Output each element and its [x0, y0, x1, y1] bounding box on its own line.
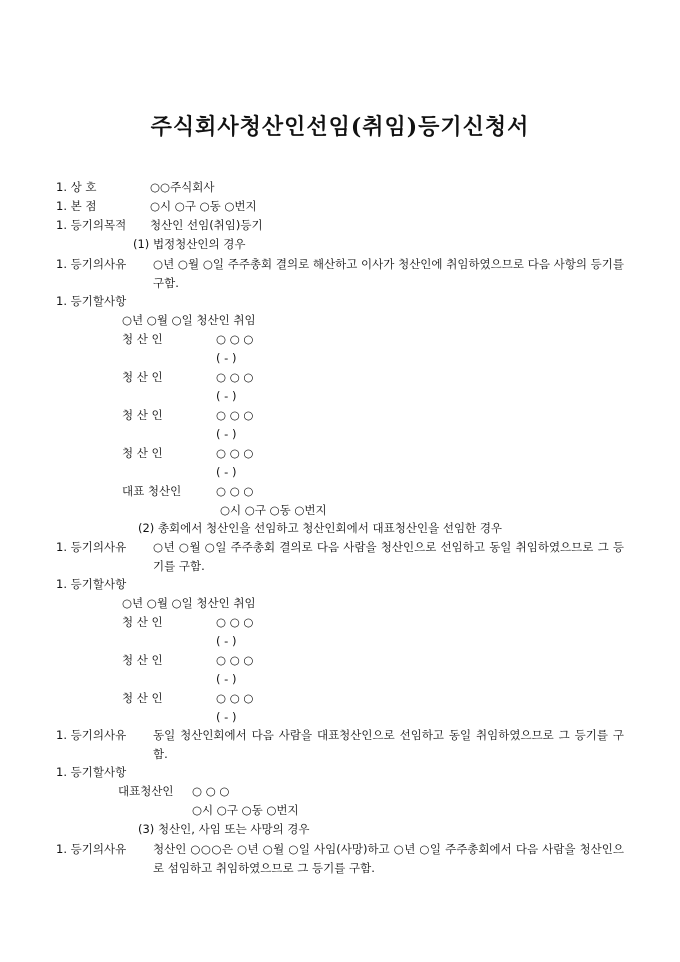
- liquidator-name: ○ ○ ○: [216, 691, 254, 705]
- hq-label: 1. 본 점: [56, 199, 97, 213]
- liquidator-name: ○ ○ ○: [216, 370, 254, 384]
- liquidator-label: 청 산 인: [122, 615, 163, 629]
- liquidator-id: ( - ): [216, 634, 237, 648]
- liquidator-label: 청 산 인: [122, 653, 163, 667]
- liquidator-label: 청 산 인: [122, 446, 163, 460]
- purpose-value: 청산인 선임(취임)등기: [150, 218, 263, 232]
- liquidator-label: 청 산 인: [122, 691, 163, 705]
- section2-date-line: ○년 ○월 ○일 청산인 취임: [122, 596, 256, 610]
- section3-reason-text: 청산인 ○○○은 ○년 ○월 ○일 사임(사망)하고 ○년 ○일 주주총회에서 다음 사람을 청산인으로 섬임하고 취임하였으므로 그 등기를 구함.: [153, 842, 624, 875]
- liquidator-label: 청 산 인: [122, 332, 163, 346]
- section1-items-label: 1. 등기할사항: [56, 294, 127, 308]
- section2-rep-name: ○ ○ ○: [192, 784, 230, 798]
- rep-liquidator-address: ○시 ○구 ○동 ○번지: [220, 503, 327, 517]
- liquidator-id: ( - ): [216, 672, 237, 686]
- section3-reason: [56, 840, 624, 878]
- rep-liquidator-label: 대표 청산인: [122, 484, 182, 498]
- liquidator-id: ( - ): [216, 351, 237, 365]
- purpose-label: 1. 등기의목적: [56, 218, 127, 232]
- section3-heading: (3) 청산인, 사임 또는 사망의 경우: [138, 822, 310, 836]
- section1-date-line: ○년 ○월 ○일 청산인 취임: [122, 313, 256, 327]
- section2-reason-label: 1. 등기의사유: [56, 540, 127, 554]
- section2-heading: (2) 총회에서 청산인을 선임하고 청산인회에서 대표청산인을 선임한 경우: [138, 521, 503, 535]
- section2-reason2-label: 1. 등기의사유: [56, 728, 127, 742]
- section2-items2-label: 1. 등기할사항: [56, 765, 127, 779]
- rep-liquidator-name: ○ ○ ○: [216, 484, 254, 498]
- liquidator-name: ○ ○ ○: [216, 332, 254, 346]
- section1-reason: [56, 255, 624, 293]
- liquidator-label: 청 산 인: [122, 408, 163, 422]
- section2-reason: [56, 538, 624, 576]
- section2-items-label: 1. 등기할사항: [56, 577, 127, 591]
- liquidator-name: ○ ○ ○: [216, 615, 254, 629]
- section2-rep-label: 대표청산인: [118, 784, 174, 798]
- document-title: 주식회사청산인선임(취임)등기신청서: [150, 114, 530, 140]
- section2-reason-text: ○년 ○월 ○일 주주총회 결의로 다음 사람을 청산인으로 선임하고 동일 취임하였으므로 그 등기를 구함.: [153, 540, 624, 573]
- section2-reason2-text: 동일 청산인회에서 다음 사람을 대표청산인으로 선임하고 동일 취임하였으므로 그 등기를 구함.: [153, 728, 624, 761]
- hq-value: ○시 ○구 ○동 ○번지: [150, 199, 257, 213]
- liquidator-id: ( - ): [216, 710, 237, 724]
- section2-rep-address: ○시 ○구 ○동 ○번지: [192, 803, 299, 817]
- section2-reason2: [56, 726, 624, 764]
- company-value: ○○주식회사: [150, 180, 215, 194]
- section1-reason-label: 1. 등기의사유: [56, 257, 127, 271]
- liquidator-name: ○ ○ ○: [216, 446, 254, 460]
- company-label: 1. 상 호: [56, 180, 97, 194]
- liquidator-name: ○ ○ ○: [216, 408, 254, 422]
- liquidator-name: ○ ○ ○: [216, 653, 254, 667]
- liquidator-id: ( - ): [216, 465, 237, 479]
- section3-reason-label: 1. 등기의사유: [56, 842, 127, 856]
- section1-reason-text: ○년 ○월 ○일 주주총회 결의로 해산하고 이사가 청산인에 취임하였으므로 다음 사항의 등기를 구함.: [153, 257, 624, 290]
- section1-heading: (1) 법정청산인의 경우: [133, 237, 246, 251]
- liquidator-id: ( - ): [216, 427, 237, 441]
- liquidator-id: ( - ): [216, 389, 237, 403]
- liquidator-label: 청 산 인: [122, 370, 163, 384]
